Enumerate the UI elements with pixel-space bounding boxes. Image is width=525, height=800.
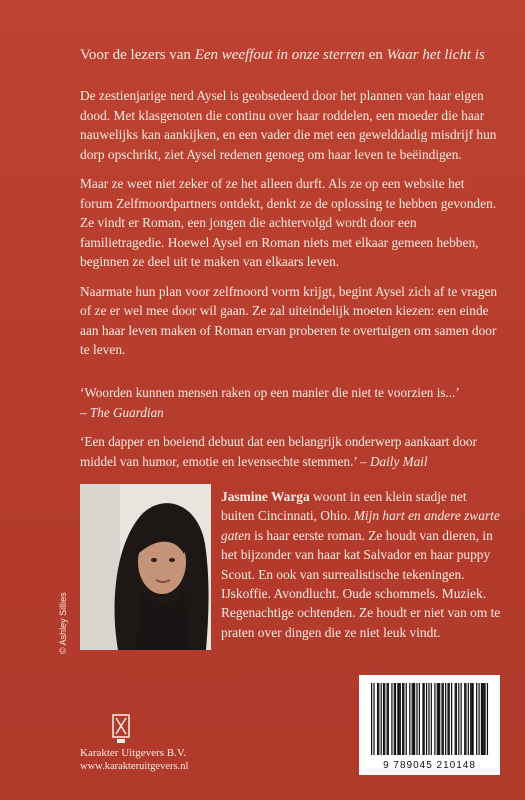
barcode-bar	[445, 683, 446, 755]
review-quotes	[80, 383, 500, 481]
barcode-bar	[484, 683, 485, 755]
book-title-2: Waar het licht is	[386, 47, 485, 63]
barcode-bar	[398, 683, 399, 755]
barcode-bar	[371, 683, 372, 755]
barcode-bar	[414, 683, 415, 755]
review-quote-1: ‘Woorden kunnen mensen raken op een manier die niet te voorzien is...’ – The Guardian	[80, 385, 460, 420]
barcode-bar	[449, 683, 450, 755]
barcode-bar	[391, 683, 392, 755]
barcode-bar	[478, 683, 479, 755]
isbn-barcode	[359, 675, 500, 775]
publisher-name: Karakter Uitgevers B.V.	[80, 747, 187, 759]
barcode-bar	[481, 683, 482, 755]
isbn-number: 9 789045 210148	[383, 760, 476, 771]
author-name: Jasmine Warga	[221, 489, 310, 504]
barcode-bar	[412, 683, 413, 755]
barcode-bar	[395, 683, 396, 755]
barcode-bar	[472, 683, 473, 755]
barcode-bar	[383, 683, 384, 755]
barcode-bar	[437, 683, 438, 755]
publisher-url: www.karakteruitgevers.nl	[80, 761, 189, 772]
barcode-bar	[458, 683, 459, 755]
barcode-bar	[465, 683, 466, 755]
barcode-bar	[402, 683, 403, 755]
barcode-bar	[397, 683, 398, 755]
barcode-bar	[419, 683, 420, 755]
barcode-bar	[468, 683, 469, 755]
bio-book-title: Mijn hart en andere zwarte gaten	[221, 508, 500, 543]
barcode-bar	[456, 683, 457, 755]
barcode-bar	[455, 683, 456, 755]
barcode-bar	[428, 683, 429, 755]
publisher-logo-icon	[112, 714, 130, 744]
barcode-bar	[426, 683, 427, 755]
barcode-bar	[451, 683, 452, 755]
barcode-bar	[461, 683, 462, 755]
author-bio: Jasmine Warga woont in een klein stadje net buiten Cincinnati, Ohio. Mijn hart en andere zwarte gaten is haar eerste roman. Ze houdt van dieren, in het bijzonder van haar kat Salvador en haar puppy Scout. En ook van surrealistische tekeningen. IJskoffie. Avondlucht. Oude schommels. Muziek. Regenachtige ochtenden. Ze houdt er niet van om te praten over dingen die ze niet leuk vindt.	[221, 489, 501, 640]
barcode-bar	[406, 683, 407, 755]
barcode-bar	[387, 683, 388, 755]
blurb-paragraph-3: Naarmate hun plan voor zelfmoord vorm krijgt, begint Aysel zich af te vragen of ze er wel mee door wil gaan. Ze zal uiteindelijk moeten kiezen: een einde aan haar leven maken of Roman ervan proberen te overtuigen om samen door te leven.	[80, 283, 498, 357]
barcode-bar	[381, 683, 382, 755]
barcode-bar	[482, 683, 483, 755]
barcode-bar	[413, 683, 414, 755]
barcode-bar	[470, 683, 471, 755]
barcode-bar	[471, 683, 472, 755]
review-source-2: – Daily Mail	[360, 453, 428, 469]
photo-credit: © Ashley Sillies	[58, 592, 68, 654]
barcode-bar	[434, 683, 435, 755]
author-portrait-image	[80, 484, 211, 650]
barcode-bar	[422, 683, 423, 755]
barcode-bar	[424, 683, 425, 755]
barcode-bar	[441, 683, 442, 755]
barcode-bar	[377, 683, 378, 755]
barcode-bar	[403, 683, 404, 755]
barcode-bar	[464, 683, 465, 755]
barcode-bar	[439, 683, 440, 755]
review-quote-2: ‘Een dapper en boeiend debuut dat een belangrijk onderwerp aankaart door middel van humor, emotie en levensechte stemmen.’ – Daily Mail	[80, 434, 477, 469]
barcode-bar	[443, 683, 444, 755]
tagline: Voor de lezers van Een weeffout in onze sterren en Waar het licht is	[80, 47, 485, 63]
blurb	[80, 86, 498, 370]
barcode-bar	[373, 683, 374, 755]
barcode-bar	[431, 683, 432, 755]
barcode-bar	[400, 683, 401, 755]
barcode-bar	[394, 683, 395, 755]
blurb-paragraph-1: De zestienjarige nerd Aysel is geobsedeerd door het plannen van haar eigen dood. Met klasgenoten die continu over haar roddelen, een moeder die haar nauwelijks kan aankijken, en een vader die met een gewelddadig misdrijf hun dorp opschrikt, ziet Aysel redenen genoeg om haar leven te beëindigen.	[80, 88, 497, 162]
barcode-bar	[388, 683, 389, 755]
barcode-bar	[378, 683, 379, 755]
barcode-bar	[487, 683, 488, 755]
barcode-bar	[438, 683, 439, 755]
review-source-1: – The Guardian	[80, 404, 164, 420]
author-photo	[80, 484, 211, 650]
barcode-bar	[447, 683, 448, 755]
barcode-bar	[483, 683, 484, 755]
barcode-bar	[384, 683, 385, 755]
blurb-paragraph-2: Maar ze weet niet zeker of ze het alleen durft. Als ze op een website het forum Zelfmoordpartners ontdekt, denkt ze de oplossing te hebben gevonden. Ze vindt er Roman, een jongen die achtervolgd wordt door een familietragedie. Hoewel Aysel en Roman niets met elkaar gemeen hebben, beginnen ze deel uit te maken van elkaars leven.	[80, 176, 497, 269]
book-title-1: Een weeffout in onze sterren	[194, 47, 365, 63]
barcode-bar	[476, 683, 477, 755]
barcode-bar	[409, 683, 410, 755]
barcode-bar	[416, 683, 417, 755]
